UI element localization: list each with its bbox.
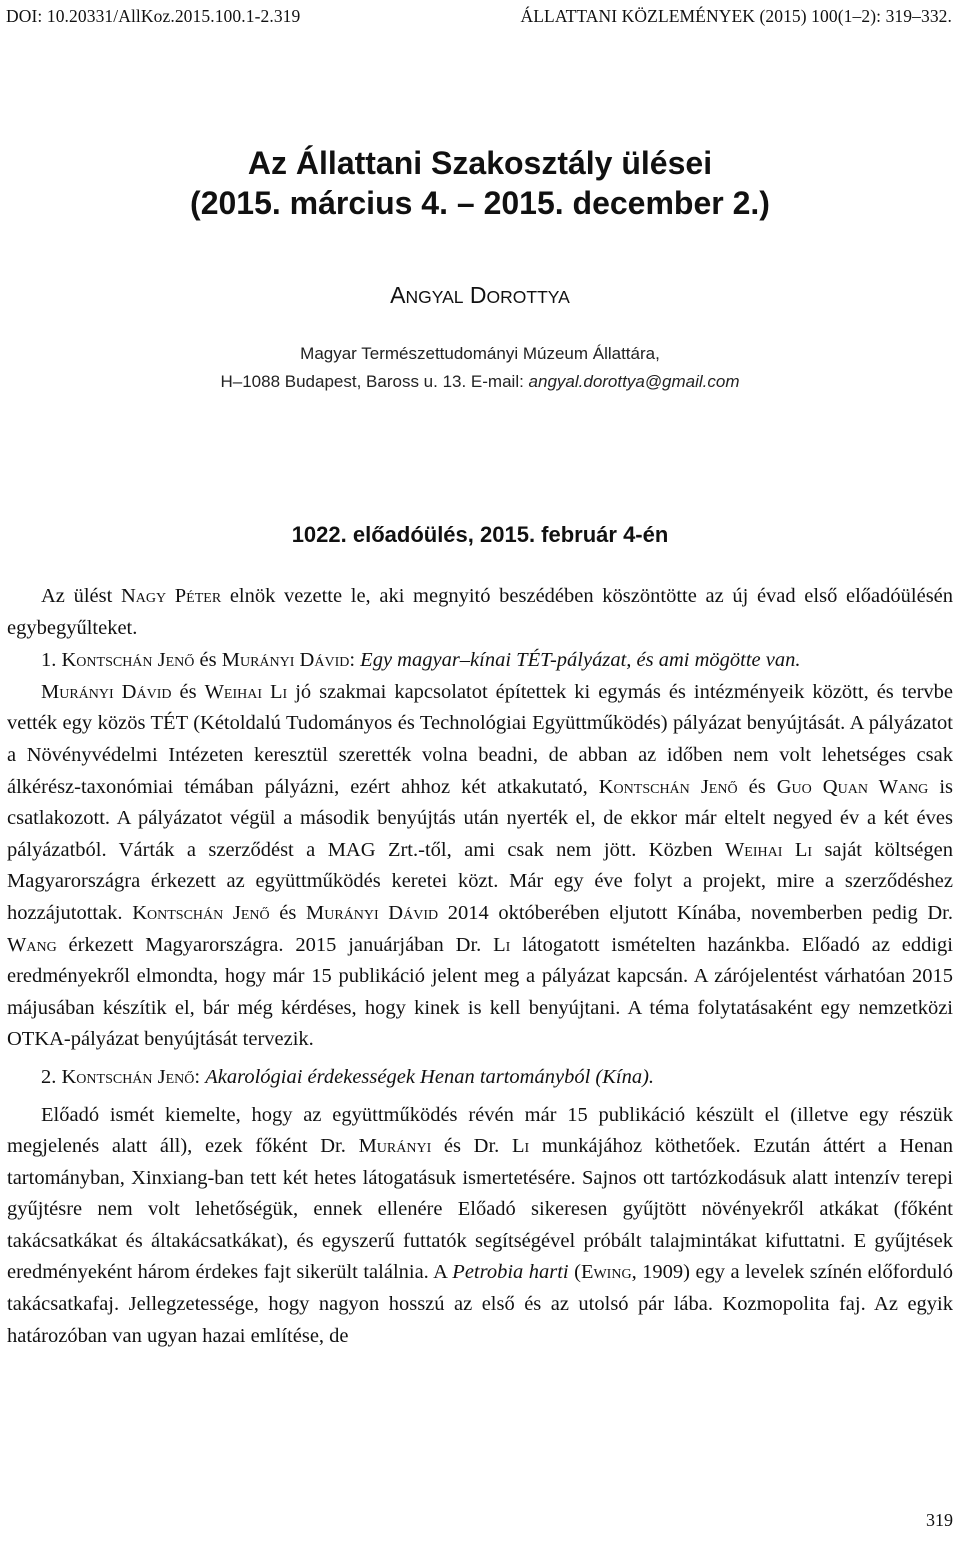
affiliation [0, 340, 960, 396]
talk-2-paragraph: Előadó ismét kiemelte, hogy az együttműködés révén már 15 publikáció készült el (illetve egy részük megjelenés alatt áll), ezek főként Dr. Murányi és Dr. Li munkájához köthetőek. Ezután áttért a Henan tartományban, Xinxiang-ban tett két hetes látogatásuk ismertetésére. Sajnos ott tartózkodásuk alatt intenzív terepi gyűjtésre nem volt lehetőségük, ennek ellenére Előadó sikeresen gyűjtött növényekről atkákat (főként takácsatkákat és áltakácsatkákat), és egyszerű futtatók segítségével próbált talajmintákat kifuttatni. E gyűjtések eredményeként három érdekes fajt sikerült találnia. A Petrobia harti (Ewing, 1909) egy a levelek színén előforduló takácsatkafaj. Jellegzetessége, hogy nagyon hosszú az első és az utolsó pár lába. Kozmopolita faj. Az egyik határozóban van ugyan hazai említése, de [7, 1103, 954, 1347]
doi-text[interactable]: DOI: 10.20331/AllKoz.2015.100.1-2.319 [6, 6, 301, 26]
talk-1-author-2: Murányi Dávid [221, 649, 350, 672]
author-rest-2: OROTTYA [486, 287, 570, 307]
page-number: 319 [926, 1510, 953, 1530]
author-initial-2: D [469, 282, 487, 308]
journal-citation: ÁLLATTANI KÖZLEMÉNYEK (2015) 100(1–2): 319–332. [520, 6, 952, 26]
author-name [0, 282, 960, 309]
title-line-1: Az Állattani Szakosztály ülései [247, 145, 713, 181]
talk-1-paragraph: Murányi Dávid és Weihai Li jó szakmai kapcsolatot építettek ki egymás és intézményeik között, és tervbe vették egy közös TÉT (Kétoldalú Tudományos és Technológiai Együttműködés) pályázat benyújtását. A pályázatot a Növényvédelmi Intézeten keresztül szerették volna beadni, de abban az időben nem volt lehetséges csak álkérész-taxonómiai témában pályázni, ezért ahhoz két atkakutató, Kontschán Jenő és Guo Quan Wang is csatlakozott. A pályázatot végül a második benyújtás után nyerték el, de ekkor már eltelt negyed év a két éves pályázatból. Várták a szerződést a MAG Zrt.-től, ami csak nem jött. Közben Weihai Li saját költségen Magyarországra érkezett az együttműködés keretei közt. Már egy éve folyt a projekt, mire a szerződéshez hozzájutottak. Kontschán Jenő és Murányi Dávid 2014 októberében eljutott Kínába, novemberben pedig Dr. Wang érkezett Magyarországra. 2015 januárjában Dr. Li látogatott ismételten hazánkba. Előadó az eddigi eredményekről elmondta, hogy már 15 publikáció jelent meg a pályázat kapcsán. A zárójelentést várhatóan 2015 májusában készítik el, bár még kérdéses, hogy kinek is kell benyújtani. A téma folytatásaként egy nemzetközi OTKA-pályázat benyújtását tervezik. [7, 680, 953, 1051]
title-line-2: (2015. március 4. – 2015. december 2.) [190, 185, 770, 221]
talk-2-author: Kontschán Jenő [61, 1065, 195, 1088]
affiliation-address: H–1088 Budapest, Baross u. 13. E-mail: [220, 372, 529, 391]
session-heading: 1022. előadóülés, 2015. február 4-én [291, 522, 669, 547]
affiliation-line-2 [0, 368, 960, 396]
talk-1-title: Egy magyar–kínai TÉT-pályázat, és ami mögötte van. [360, 649, 801, 672]
email-link[interactable]: angyal.dorottya@gmail.com [528, 372, 740, 391]
intro-paragraph: Az ülést Nagy Péter elnök vezette le, aki megnyitó beszédében köszöntötte az új évad első előadóülésén egybegyűlteket. [7, 585, 954, 639]
affiliation-line-1: Magyar Természettudományi Múzeum Állattára, [300, 344, 660, 363]
chair-name: Nagy Péter [120, 585, 222, 607]
article-body [7, 581, 953, 1352]
talk-1-heading: 1. Kontschán Jenő és Murányi Dávid: Egy magyar–kínai TÉT-pályázat, és ami mögötte van. [41, 649, 801, 672]
species-name: Petrobia harti [452, 1261, 569, 1284]
talk-1-author-1: Kontschán Jenő [61, 649, 195, 672]
author-rest-1: NGYAL [405, 287, 464, 307]
talk-2-title: Akarológiai érdekességek Henan tartományból (Kína). [205, 1065, 655, 1088]
author-initial-1: A [390, 282, 406, 308]
running-header [6, 6, 952, 27]
article-title [0, 143, 960, 223]
talk-2-heading: 2. Kontschán Jenő: Akarológiai érdekességek Henan tartományból (Kína). [41, 1065, 655, 1088]
